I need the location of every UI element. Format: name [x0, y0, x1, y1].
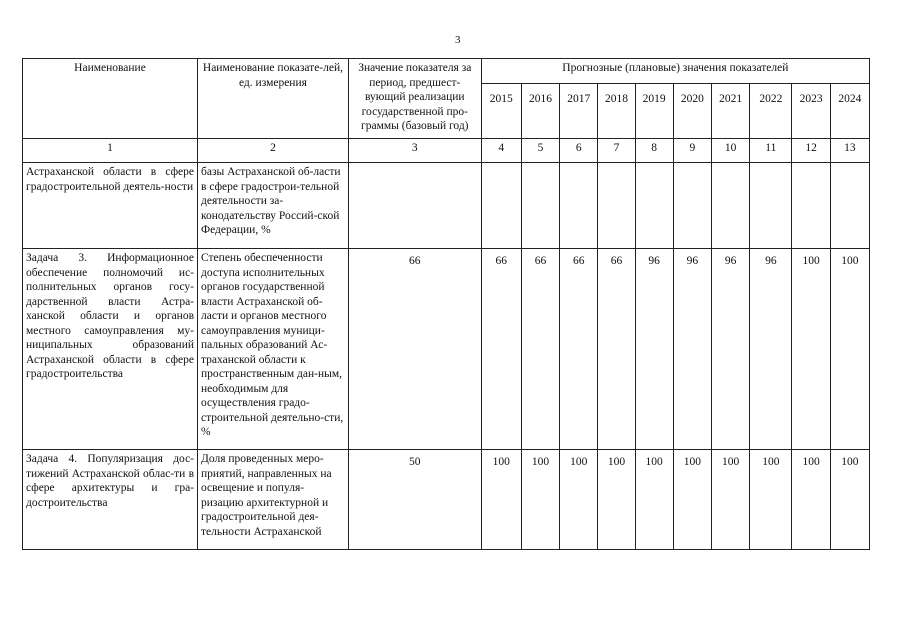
- row-value: 100: [481, 450, 521, 550]
- column-number: 1: [23, 139, 198, 163]
- row-value: 66: [598, 249, 635, 450]
- row-value: [521, 163, 559, 249]
- header-indicator: Наименование показате-лей, ед. измерения: [198, 59, 349, 139]
- column-number: 2: [198, 139, 349, 163]
- year-cell: 2024: [830, 84, 869, 139]
- indicators-table: [22, 58, 870, 550]
- column-number: 11: [750, 139, 792, 163]
- year-cell: 2019: [635, 84, 673, 139]
- year-cell: 2022: [750, 84, 792, 139]
- row-value: 100: [598, 450, 635, 550]
- row-name: Задача 4. Популяризация дос-тижений Астраханской облас-ти в сфере архитектуры и гра-достроительства: [23, 450, 198, 550]
- row-value: [560, 163, 598, 249]
- row-value: 96: [750, 249, 792, 450]
- header-row: [23, 59, 870, 84]
- row-value: 66: [560, 249, 598, 450]
- row-value: [792, 163, 830, 249]
- table-row: [23, 163, 870, 249]
- year-cell: 2020: [673, 84, 711, 139]
- row-value: 96: [673, 249, 711, 450]
- header-forecast: Прогнозные (плановые) значения показателей: [481, 59, 869, 84]
- table-row: [23, 450, 870, 550]
- row-value: [750, 163, 792, 249]
- row-value: 100: [560, 450, 598, 550]
- row-base-value: 50: [348, 450, 481, 550]
- column-number: 12: [792, 139, 830, 163]
- row-value: 100: [712, 450, 750, 550]
- row-name: Астраханской области в сфере градостроительной деятель-ности: [23, 163, 198, 249]
- column-number: 9: [673, 139, 711, 163]
- page-number: 3: [455, 34, 461, 46]
- column-number: 13: [830, 139, 869, 163]
- header-name: Наименование: [23, 59, 198, 139]
- row-value: 66: [521, 249, 559, 450]
- row-name: Задача 3. Информационное обеспечение полномочий ис-полнительных органов госу-дарственной власти Астра-ханской области и органов местного самоуправления му-ниципальных образований Астраханской области в сфере градостроительства: [23, 249, 198, 450]
- column-number: 6: [560, 139, 598, 163]
- row-value: [598, 163, 635, 249]
- column-number: 10: [712, 139, 750, 163]
- header-base-value: Значение показателя за период, предшест-вующий реализации государственной про-граммы (базовый год): [348, 59, 481, 139]
- column-number: 7: [598, 139, 635, 163]
- row-value: [635, 163, 673, 249]
- row-value: 100: [792, 249, 830, 450]
- row-value: [830, 163, 869, 249]
- column-number: 5: [521, 139, 559, 163]
- table-row: [23, 249, 870, 450]
- year-cell: 2015: [481, 84, 521, 139]
- year-cell: 2018: [598, 84, 635, 139]
- year-cell: 2021: [712, 84, 750, 139]
- row-value: 100: [830, 249, 869, 450]
- column-number: 4: [481, 139, 521, 163]
- row-indicator: базы Астраханской об-ласти в сфере градострои-тельной деятельности за-конодательству Россий-ской Федерации, %: [198, 163, 349, 249]
- column-numbers-row: [23, 139, 870, 163]
- row-value: 100: [673, 450, 711, 550]
- row-value: 100: [521, 450, 559, 550]
- row-value: 100: [830, 450, 869, 550]
- year-cell: 2023: [792, 84, 830, 139]
- year-cell: 2016: [521, 84, 559, 139]
- row-base-value: 66: [348, 249, 481, 450]
- row-indicator: Степень обеспеченности доступа исполнительных органов государственной власти Астраханской об-ласти и органов местного самоуправления муници-пальных образований Ас-траханской области к пространственным дан-ным, необходимым для осуществления градо-строительной деятельно-сти, %: [198, 249, 349, 450]
- row-value: [481, 163, 521, 249]
- column-number: 8: [635, 139, 673, 163]
- row-value: 100: [635, 450, 673, 550]
- row-value: [673, 163, 711, 249]
- year-cell: 2017: [560, 84, 598, 139]
- row-value: [712, 163, 750, 249]
- row-indicator: Доля проведенных меро-приятий, направленных на освещение и популя-ризацию архитектурной и градостроительной дея-тельности Астраханской: [198, 450, 349, 550]
- row-value: 96: [635, 249, 673, 450]
- row-value: 66: [481, 249, 521, 450]
- row-value: 96: [712, 249, 750, 450]
- column-number: 3: [348, 139, 481, 163]
- row-base-value: [348, 163, 481, 249]
- row-value: 100: [792, 450, 830, 550]
- row-value: 100: [750, 450, 792, 550]
